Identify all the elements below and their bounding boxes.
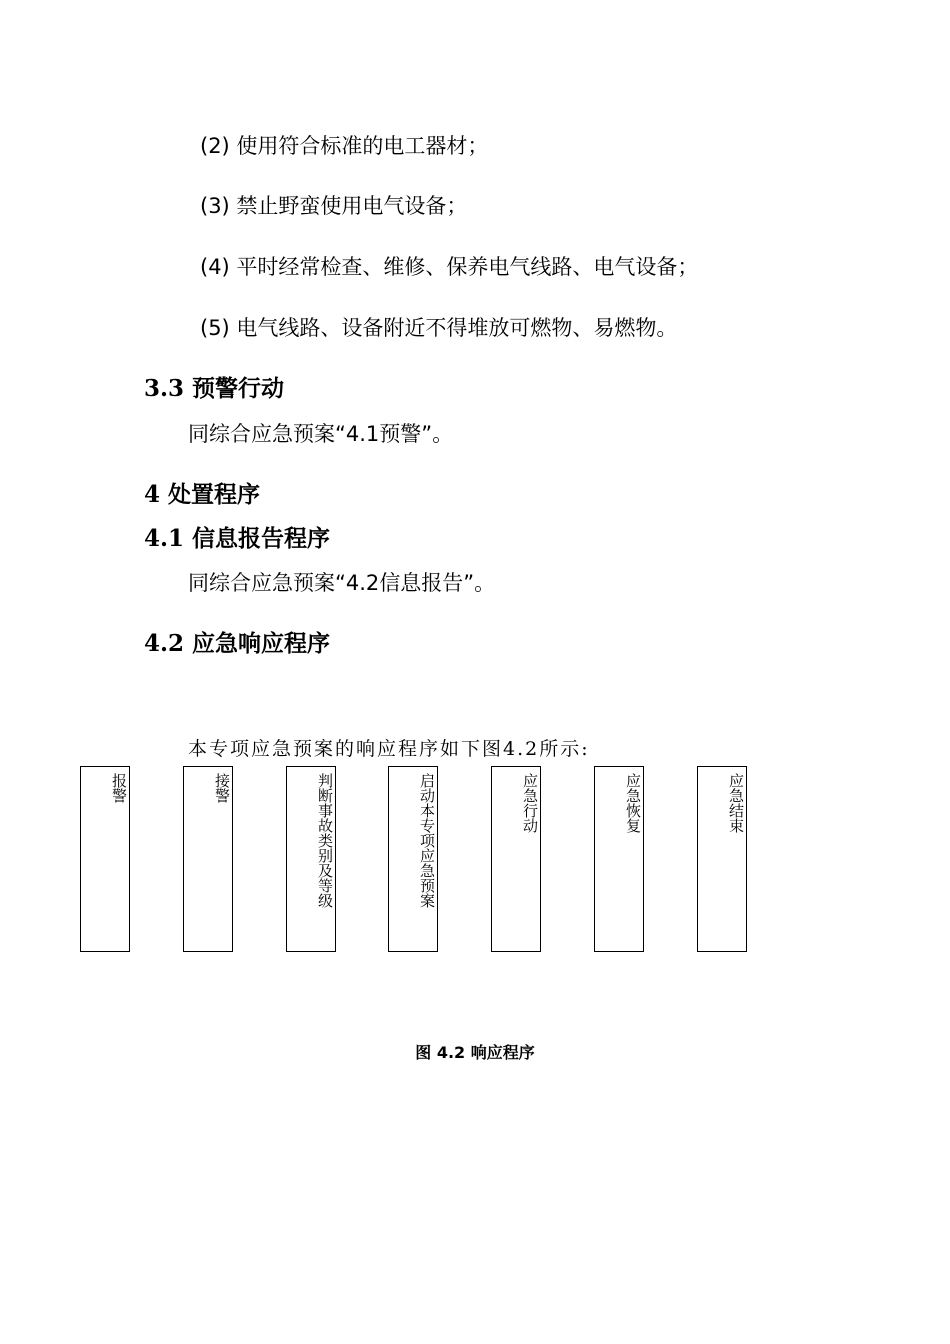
heading-4-title: 处置程序 [168,482,261,508]
heading-3-3 [144,370,284,403]
list-item-2: (2) 使用符合标准的电工器材； [200,134,489,158]
heading-4-2-title: 应急响应程序 [192,631,331,657]
heading-4-2-number: 4.2 [144,630,185,657]
flow-box-receive-alarm [183,766,233,952]
paragraph-3-3: 同综合应急预案“4.1预警”。 [188,422,454,446]
flow-box-receive-alarm-label: 接警 [213,773,231,803]
heading-4-1 [144,520,330,553]
flow-box-recovery-label: 应急恢复 [624,773,642,833]
heading-4 [144,476,260,509]
heading-3-3-number: 3.3 [144,375,185,402]
figure-caption [0,1040,950,1063]
flow-box-classify-label: 判断事故类别及等级 [316,773,334,908]
heading-4-number: 4 [144,481,161,508]
flow-box-classify [286,766,336,952]
heading-3-3-title: 预警行动 [192,376,285,402]
flow-box-recovery [594,766,644,952]
figure-caption-number: 4.2 [436,1043,466,1062]
flow-box-emergency-action [491,766,541,952]
flow-box-end [697,766,747,952]
flow-box-activate-plan [388,766,438,952]
flow-intro-text: 本专项应急预案的响应程序如下图4.2所示: [188,738,590,760]
flow-box-emergency-action-label: 应急行动 [521,773,539,833]
heading-4-2 [144,625,330,658]
heading-4-1-number: 4.1 [144,525,185,552]
flow-box-activate-plan-label: 启动本专项应急预案 [418,773,436,908]
list-item-3: (3) 禁止野蛮使用电气设备； [200,194,468,218]
heading-4-1-title: 信息报告程序 [192,526,331,552]
figure-caption-prefix: 图 [415,1043,432,1062]
list-item-5: (5) 电气线路、设备附近不得堆放可燃物、易燃物。 [200,316,678,340]
paragraph-4-1: 同综合应急预案“4.2信息报告”。 [188,571,496,595]
figure-caption-title: 响应程序 [470,1043,535,1062]
flow-box-alarm-label: 报警 [110,773,128,803]
flow-box-alarm [80,766,130,952]
list-item-4: (4) 平时经常检查、维修、保养电气线路、电气设备； [200,255,699,279]
flow-box-end-label: 应急结束 [727,773,745,833]
